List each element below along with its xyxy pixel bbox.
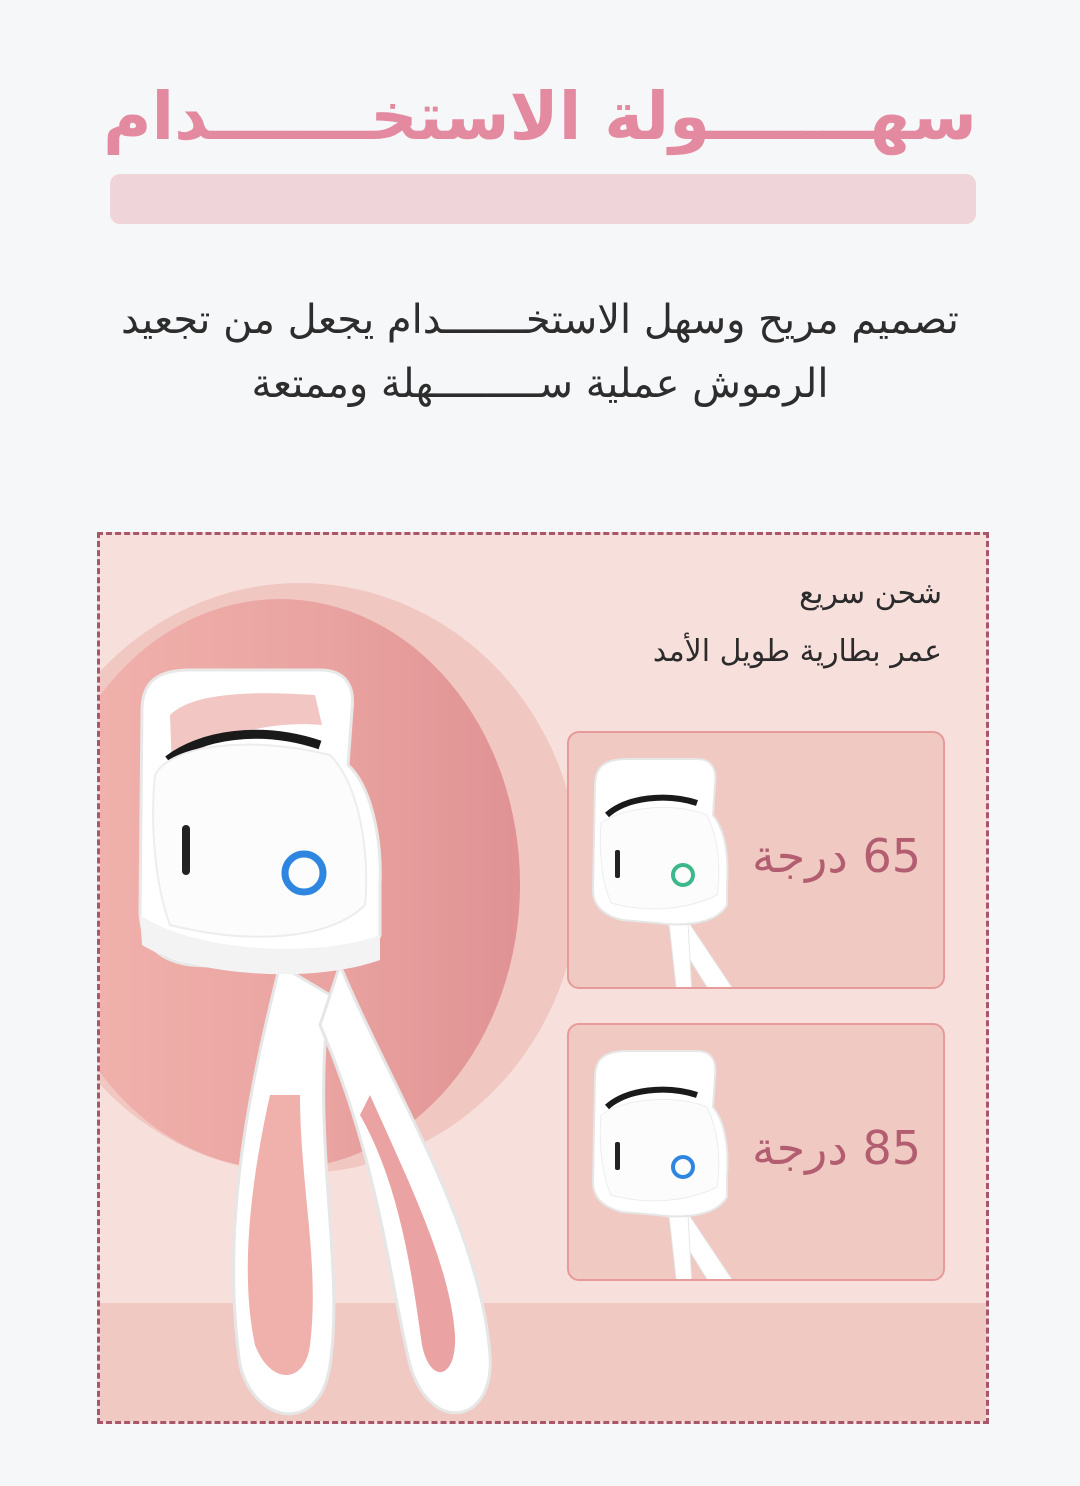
intro-text	[90, 288, 990, 416]
page-title: سهـــــــولة الاستخـــــــدام	[103, 78, 977, 155]
eyelash-curler-icon	[587, 755, 737, 989]
mode-card-65	[567, 731, 945, 989]
mode-card-85	[567, 1023, 945, 1281]
intro-line-1: تصميم مريح وسهل الاستخـــــــدام يجعل من تجعيد	[121, 297, 959, 343]
eyelash-curler-icon	[587, 1047, 737, 1281]
eyelash-curler-icon	[130, 665, 550, 1424]
feature-fast-charge: شحن سريع	[799, 576, 942, 611]
feature-list	[653, 565, 942, 681]
title-underline-bar	[110, 174, 976, 224]
intro-line-2: الرموش عملية ســـــــــهلة وممتعة	[251, 361, 829, 407]
mode-label-65: 65 درجة	[752, 829, 921, 883]
feature-battery-life: عمر بطارية طويل الأمد	[652, 634, 942, 669]
product-panel	[97, 532, 989, 1424]
mode-label-85: 85 درجة	[752, 1121, 921, 1175]
